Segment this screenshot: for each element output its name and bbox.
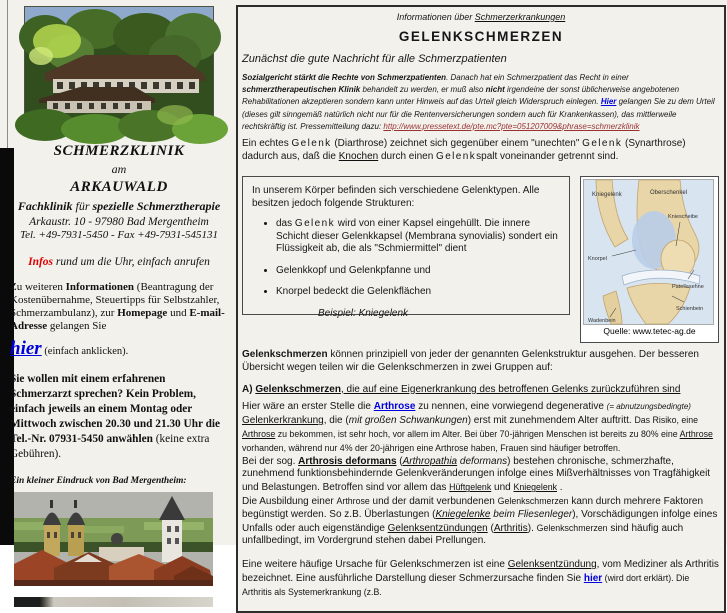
structures-row — [242, 176, 720, 343]
arthrosis-deformans-paragraph — [242, 456, 720, 495]
knee-label-kniescheibe: Kniescheibe — [668, 214, 698, 221]
knee-label-kniegelenk: Kniegelenk — [592, 192, 622, 199]
page-subtitle: Zunächst die gute Nachricht für alle Schmerzpatienten — [242, 53, 507, 65]
clinic-address: Arkaustr. 10 - 97980 Bad Mergentheim — [29, 216, 209, 228]
text-run: und — [491, 482, 514, 494]
text-run: (Diarthrose) zeichnet sich gegenüber einem "unechten" — [331, 138, 583, 150]
knee-label-patellasehne: Patellasehne — [672, 284, 704, 291]
clinic-subtitle — [8, 199, 230, 214]
arthrosis-deformans-link[interactable]: Arthrosis deformans — [298, 455, 397, 467]
text-run: Gelenk — [291, 138, 332, 150]
pressetext-link[interactable]: http://www.pressetext.de/pte.mc?pte=051207009&phrase=schmerzklinik — [383, 121, 640, 131]
hier-row — [10, 338, 228, 360]
knee-label-oberschenkel: Oberschenkel — [650, 190, 688, 197]
arthrose-link[interactable]: Arthrose — [679, 429, 713, 439]
text-run: , die ( — [323, 415, 349, 427]
text-run: Die Ausbildung einer — [242, 495, 337, 507]
text-run: (Synarthrose) dadurch aus, daß die — [242, 138, 686, 163]
infos-highlight: Infos — [28, 256, 54, 268]
text-run: gelangen Sie zu dem Urteil (dieses gilt sinngemäß natürlich nicht nur für die Rentenversicherungen sondern auch für Krankenkassen), das mittlerweile rechtskräftig ist. Pressemitteilung dazu: — [242, 97, 715, 131]
text-run: ). — [527, 522, 537, 534]
arthropathia-link[interactable]: Arthropathia — [402, 455, 458, 467]
structure-item-gelenkkopf — [276, 265, 560, 278]
knee-label-schienbein: Schienbein — [676, 306, 704, 313]
arthrose-paragraph — [242, 401, 720, 455]
text-run: deformans — [459, 455, 508, 467]
text-run: und — [167, 307, 190, 319]
text-run: wird von einer Kapsel eingehüllt. Die innere Schicht dieser Gelenkkapsel (Membrana synovialis) sondert ein Flüssigkeit ab, die als "Schmiermittel" dient — [276, 218, 558, 255]
hueftgelenk-link[interactable]: Hüftgelenk — [449, 482, 492, 493]
text-run: das — [276, 218, 295, 230]
text-run: Gelenk — [582, 138, 623, 150]
next-photo-sliver — [14, 597, 213, 607]
text-run: Arthrose — [336, 495, 370, 506]
arthrose-link[interactable]: Arthrose — [373, 401, 416, 413]
text-run: ( — [396, 455, 403, 467]
structures-list — [276, 218, 560, 299]
kniegelenke-link[interactable]: Kniegelenke — [435, 508, 491, 520]
legal-paragraph — [242, 72, 720, 133]
text-run: sind häufig auch unfallbedingt, im Vordergrund stehen dabei Prellungen. — [242, 522, 684, 547]
text-run: Zu weiteren — [10, 281, 66, 293]
text-run: irgendeine der sonst üblicherweise angebotenen Rehabilitationen akzeptieren sondern kann unter Hinweis auf das Urteil gleich Widerspruch einlegen. — [242, 85, 680, 107]
text-run: spalt voneinander getrennt sind. — [476, 151, 619, 163]
text-run: Gelenk — [294, 218, 335, 230]
page-title: GELENKSCHMERZEN — [398, 29, 564, 44]
knee-illustration — [584, 180, 713, 324]
clinic-phone: Tel. +49-7931-5450 - Fax +49-7931-545131 — [19, 229, 219, 241]
structures-box — [242, 176, 570, 319]
text-run: und der damit verbundenen — [369, 495, 498, 507]
text-run: Bei der sog. — [242, 455, 299, 467]
text-run: für — [72, 199, 93, 213]
text-run: Sozialgericht stärkt die Rechte von Schmerzpatienten — [242, 73, 447, 82]
text-run: Informationen — [65, 281, 135, 293]
bad-mergentheim-photo — [14, 492, 213, 586]
text-run: schmerztherapeutischen Klinik — [242, 85, 361, 95]
text-run: ( — [487, 522, 494, 534]
text-run: durch einen — [378, 151, 437, 163]
text-run: vorhanden, während nur 4% der 20-jährigen eine Arthrose haben, Frauen sind häufiger betroffen. — [242, 442, 621, 453]
text-run: . — [557, 482, 563, 494]
arthrose-link[interactable]: Arthrose — [242, 429, 276, 439]
breadcrumb — [242, 12, 720, 22]
text-run: Fachklinik — [17, 199, 73, 213]
text-run: (keine extra Gebühren). — [10, 433, 210, 460]
text-run: mit großen Schwankungen — [348, 415, 468, 427]
gelenkerkrankung-link[interactable]: Gelenkerkrankung — [242, 415, 324, 427]
text-run: ), Vorschädigungen infolge eines Unfalls oder auch eigenständige — [242, 508, 718, 534]
text-run: (wird dort erklärt). Die Arthritis als Systemerkrankung (z.B. — [242, 572, 690, 597]
gelenkschmerzen-link[interactable]: Gelenkschmerzen — [255, 383, 341, 395]
text-run: spezielle Schmerztherapie — [92, 199, 221, 213]
hier-arthritis-link[interactable]: hier — [583, 572, 603, 584]
structure-item-knorpel — [276, 286, 560, 299]
text-run: Homepage — [117, 307, 168, 319]
text-run: gelangen Sie — [47, 320, 107, 332]
gelenksentzuendungen-link[interactable]: Gelenksentzündungen — [387, 522, 488, 534]
text-run: ) bestehen chronische, schmerzhafte, zunehmend funktionsbehindernde Gelenkveränderungen infolge eines Mißverhältnisses von Tragfähigkeit und Belastungen. Betroffen sind vor allem das — [242, 455, 711, 494]
text-run: zu nennen, eine vorwiegend degenerative — [415, 401, 607, 413]
clinic-title-line3: ARKAUWALD — [70, 179, 168, 195]
hier-suffix: (einfach anklicken). — [41, 346, 129, 357]
town-image — [14, 492, 213, 586]
text-run: Gelenkschmerzen — [242, 349, 328, 361]
text-run: Knorpel bedeckt die Gelenkflächen — [276, 286, 432, 298]
structures-example: Beispiel: Kniegelenk — [318, 307, 409, 319]
infos-line — [8, 256, 230, 268]
ausbildung-paragraph — [242, 495, 720, 548]
arthritis-paragraph — [242, 559, 720, 599]
gelenksentzuendung-link[interactable]: Gelenksentzündung — [507, 559, 597, 571]
inline-link[interactable]: , die auf eine Eigenerkrankung des betroffenen Gelenks zurückzuführen sind — [340, 383, 681, 395]
knee-diagram — [583, 179, 714, 325]
sidebar — [8, 0, 230, 607]
text-run: . Danach hat ein Schmerzpatient das Recht in einer — [446, 73, 629, 82]
text-run: Informationen über — [396, 12, 475, 22]
text-run: Gelenkkopf und Gelenkpfanne und — [276, 264, 431, 276]
kniegelenk-link[interactable]: Kniegelenk — [513, 482, 558, 493]
text-run: A) — [242, 383, 256, 395]
text-run: Das Risiko, eine — [634, 415, 698, 426]
knee-diagram-box — [580, 176, 719, 343]
heading-a — [242, 384, 720, 397]
text-run: Gelenkschmerzen — [536, 522, 608, 533]
knee-label-knorpel: Knorpel — [588, 256, 607, 263]
urteil-link[interactable]: Hier — [600, 97, 617, 107]
structure-item-kapsel — [276, 218, 560, 256]
text-run: , vom Mediziner als Arthritis bezeichnet. Eine ausführliche Darstellung dieser Schmerzursache finden Sie — [242, 559, 719, 584]
clinic-building-image — [25, 7, 213, 134]
text-run: Ein echtes — [242, 138, 292, 150]
knochen-link[interactable]: Knochen — [338, 151, 379, 163]
text-run: (= abnutzungsbedingte) — [606, 402, 691, 412]
impression-caption: Ein kleiner Eindruck von Bad Mergentheim: — [10, 476, 187, 486]
arthritis-link[interactable]: Arthritis — [493, 522, 528, 534]
text-run: Sie wollen mit einem erfahrenen Schmerzarzt sprechen? Kein Problem, einfach jeweils an einem Montag oder Mittwoch zwischen 20.30 und 21.30 Uhr die Tel.-Nr. 07931-5450 anwählen — [10, 373, 221, 445]
info-paragraph — [10, 281, 228, 333]
hier-link[interactable]: hier — [10, 338, 42, 359]
clinic-title-line1: SCHMERZKLINIK — [53, 143, 185, 159]
call-paragraph — [10, 372, 228, 462]
text-run: kann durch mehrere Faktoren begünstigt werden. So z.B. Überlastungen ( — [242, 495, 704, 520]
text-run: Gelenkschmerzen — [497, 495, 569, 506]
knee-source-caption: Quelle: www.tetec-ag.de — [583, 325, 716, 338]
structures-intro: In unserem Körper befinden sich verschiedene Gelenktypen. Alle besitzen jedoch folgende Strukturen: — [252, 185, 540, 209]
text-run: ) erst mit zunehmendem Alter auftritt. — [467, 415, 635, 427]
text-run: beim Fliesenleger — [490, 508, 573, 520]
knee-label-wadenbein: Wadenbein — [588, 318, 616, 325]
text-run: rund um die Uhr, einfach anrufen — [53, 256, 210, 268]
gruppen-paragraph — [242, 349, 720, 375]
text-run: Eine weitere häufige Ursache für Gelenkschmerzen ist eine — [242, 559, 508, 571]
text-run: Gelenk — [436, 151, 477, 163]
text-run: Hier wäre an erster Stelle die — [242, 401, 374, 413]
clinic-title-line2: am — [111, 162, 127, 176]
text-run: können prinzipiell von jeder der genannten Gelenkstruktur ausgehen. Der besseren Übersicht wegen teilen wir die Gelenkschmerzen in zwei Gruppen auf: — [242, 349, 699, 373]
main-content — [236, 5, 726, 613]
text-run: E-mail-Adresse — [10, 307, 225, 332]
text-run: behandelt zu werden, er muß also — [360, 85, 486, 95]
schmerzerkrankungen-link[interactable]: Schmerzerkrankungen — [474, 12, 566, 22]
clinic-building-photo — [24, 6, 214, 135]
text-run: zu bekommen, ist sehr hoch, vor allem im Alter. Bei über 70-jährigen Menschen ist bereits zu 80% eine — [275, 429, 680, 439]
text-run: nicht — [485, 85, 505, 95]
gelenk-definition-paragraph — [242, 137, 720, 163]
text-run: (Beantragung der Kostenübernahme, Steuertipps für Selbstzahler, Schmerzambulanz), zur — [10, 281, 220, 319]
